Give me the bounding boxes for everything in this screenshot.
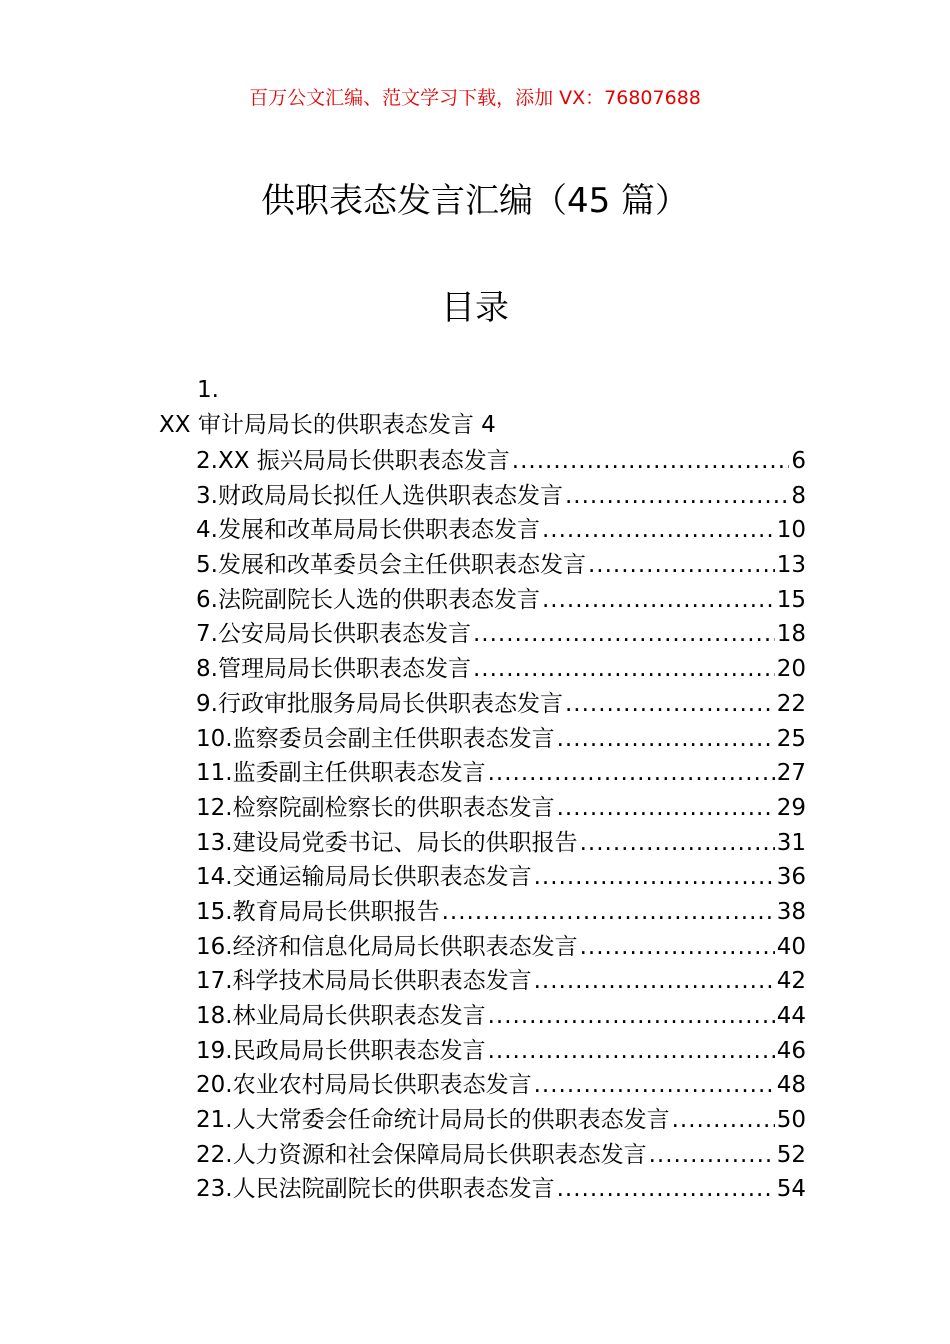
toc-entry-page-number: 6	[791, 448, 806, 474]
toc-entry[interactable]	[196, 548, 806, 583]
toc-heading: 目录	[441, 288, 509, 328]
toc-entry-label: 17.科学技术局局长供职表态发言	[196, 968, 532, 995]
toc-dot-leader	[442, 895, 775, 930]
toc-entry[interactable]	[196, 1103, 806, 1138]
toc-entry-label: 12.检察院副检察长的供职表态发言	[196, 794, 555, 821]
toc-dot-leader	[512, 444, 790, 479]
toc-dot-leader	[557, 791, 775, 826]
toc-dot-leader	[557, 722, 775, 757]
toc-entry-page-number: 44	[776, 1003, 806, 1029]
toc-entry-page-number: 10	[776, 517, 806, 544]
toc-entry[interactable]	[196, 687, 806, 722]
toc-entry-label: 11.监委副主任供职表态发言	[196, 760, 486, 787]
toc-entry-page-number: 46	[776, 1037, 806, 1064]
toc-dot-leader	[557, 1172, 775, 1207]
toc-dot-leader	[534, 1068, 775, 1103]
toc-entry-label: 23.人民法院副院长的供职表态发言	[196, 1176, 555, 1203]
toc-entry-label: 18.林业局局长供职表态发言	[196, 1003, 486, 1029]
toc-entry[interactable]	[196, 791, 806, 826]
toc-entry[interactable]	[196, 479, 806, 514]
header-download-note: 百万公文汇编、范文学习下载，添加 VX：76807688	[249, 87, 701, 109]
toc-entry-page-number: 54	[776, 1176, 806, 1203]
toc-entry-label: 14.交通运输局局长供职表态发言	[196, 864, 532, 891]
toc-entry-1-text: XX 审计局局长的供职表态发言 4	[159, 412, 496, 438]
toc-entry-label: 8.管理局局长供职表态发言	[196, 656, 471, 683]
toc-dot-leader	[542, 583, 775, 618]
toc-dot-leader	[580, 930, 775, 965]
toc-entry-page-number: 22	[776, 690, 806, 717]
toc-entry-page-number: 31	[776, 829, 806, 856]
toc-entry[interactable]	[196, 826, 806, 861]
toc-entry[interactable]	[196, 930, 806, 965]
toc-dot-leader	[488, 999, 775, 1034]
toc-dot-leader	[473, 617, 775, 652]
toc-dot-leader	[672, 1103, 775, 1138]
toc-entry-label: 9.行政审批服务局局长供职表态发言	[196, 690, 563, 717]
toc-entry-page-number: 20	[776, 656, 806, 683]
toc-entry[interactable]	[196, 652, 806, 687]
toc-entry-page-number: 48	[776, 1072, 806, 1099]
toc-entry-label: 15.教育局局长供职报告	[196, 898, 440, 925]
toc-entry-page-number: 50	[776, 1107, 806, 1134]
toc-dot-leader	[565, 479, 789, 514]
toc-entry-label: 21.人大常委会任命统计局局长的供职表态发言	[196, 1107, 670, 1134]
toc-dot-leader	[580, 826, 775, 861]
toc-entry-page-number: 29	[776, 794, 806, 821]
toc-entry-1-number: 1.	[197, 377, 219, 403]
toc-dot-leader	[565, 687, 775, 722]
toc-entry[interactable]	[196, 1172, 806, 1207]
toc-entry-label: 20.农业农村局局长供职表态发言	[196, 1072, 532, 1099]
toc-entry-page-number: 25	[776, 725, 806, 752]
toc-entry-page-number: 38	[776, 898, 806, 925]
toc-entry-label: 16.经济和信息化局局长供职表态发言	[196, 933, 578, 960]
toc-entry-page-number: 42	[776, 968, 806, 995]
toc-entry-label: 3.财政局局长拟任人选供职表态发言	[196, 482, 563, 509]
toc-entry-label: 2.XX 振兴局局长供职表态发言	[196, 448, 510, 474]
toc-entry-label: 22.人力资源和社会保障局局长供职表态发言	[196, 1141, 647, 1168]
toc-entry[interactable]	[196, 722, 806, 757]
toc-dot-leader	[534, 860, 775, 895]
toc-entry-page-number: 15	[776, 586, 806, 613]
toc-entry-page-number: 13	[776, 552, 806, 579]
toc-list	[196, 444, 806, 1207]
toc-entry-page-number: 40	[776, 933, 806, 960]
toc-entry-label: 13.建设局党委书记、局长的供职报告	[196, 829, 578, 856]
toc-entry[interactable]	[196, 1138, 806, 1173]
toc-entry-page-number: 36	[776, 864, 806, 891]
toc-dot-leader	[488, 756, 775, 791]
toc-dot-leader	[473, 652, 775, 687]
toc-entry-label: 6.法院副院长人选的供职表态发言	[196, 586, 540, 613]
toc-entry[interactable]	[196, 895, 806, 930]
toc-entry[interactable]	[196, 444, 806, 479]
toc-entry-page-number: 52	[776, 1141, 806, 1168]
toc-dot-leader	[588, 548, 775, 583]
toc-entry[interactable]	[196, 860, 806, 895]
toc-entry-page-number: 27	[776, 760, 806, 787]
toc-entry-label: 10.监察委员会副主任供职表态发言	[196, 725, 555, 752]
toc-entry[interactable]	[196, 999, 806, 1034]
toc-entry-label: 4.发展和改革局局长供职表态发言	[196, 517, 540, 544]
toc-dot-leader	[542, 513, 775, 548]
toc-dot-leader	[534, 964, 775, 999]
toc-entry-page-number: 18	[776, 621, 806, 648]
toc-entry[interactable]	[196, 583, 806, 618]
toc-entry[interactable]	[196, 1068, 806, 1103]
toc-entry[interactable]	[196, 1034, 806, 1069]
toc-entry-label: 5.发展和改革委员会主任供职表态发言	[196, 552, 586, 579]
document-title: 供职表态发言汇编（45 篇）	[260, 181, 690, 221]
toc-entry[interactable]	[196, 964, 806, 999]
toc-dot-leader	[488, 1034, 775, 1069]
toc-entry[interactable]	[196, 617, 806, 652]
toc-dot-leader	[649, 1138, 775, 1173]
toc-entry-label: 19.民政局局长供职表态发言	[196, 1037, 486, 1064]
toc-entry[interactable]	[196, 513, 806, 548]
toc-entry-page-number: 8	[791, 482, 806, 509]
toc-entry[interactable]	[196, 756, 806, 791]
toc-entry-label: 7.公安局局长供职表态发言	[196, 621, 471, 648]
